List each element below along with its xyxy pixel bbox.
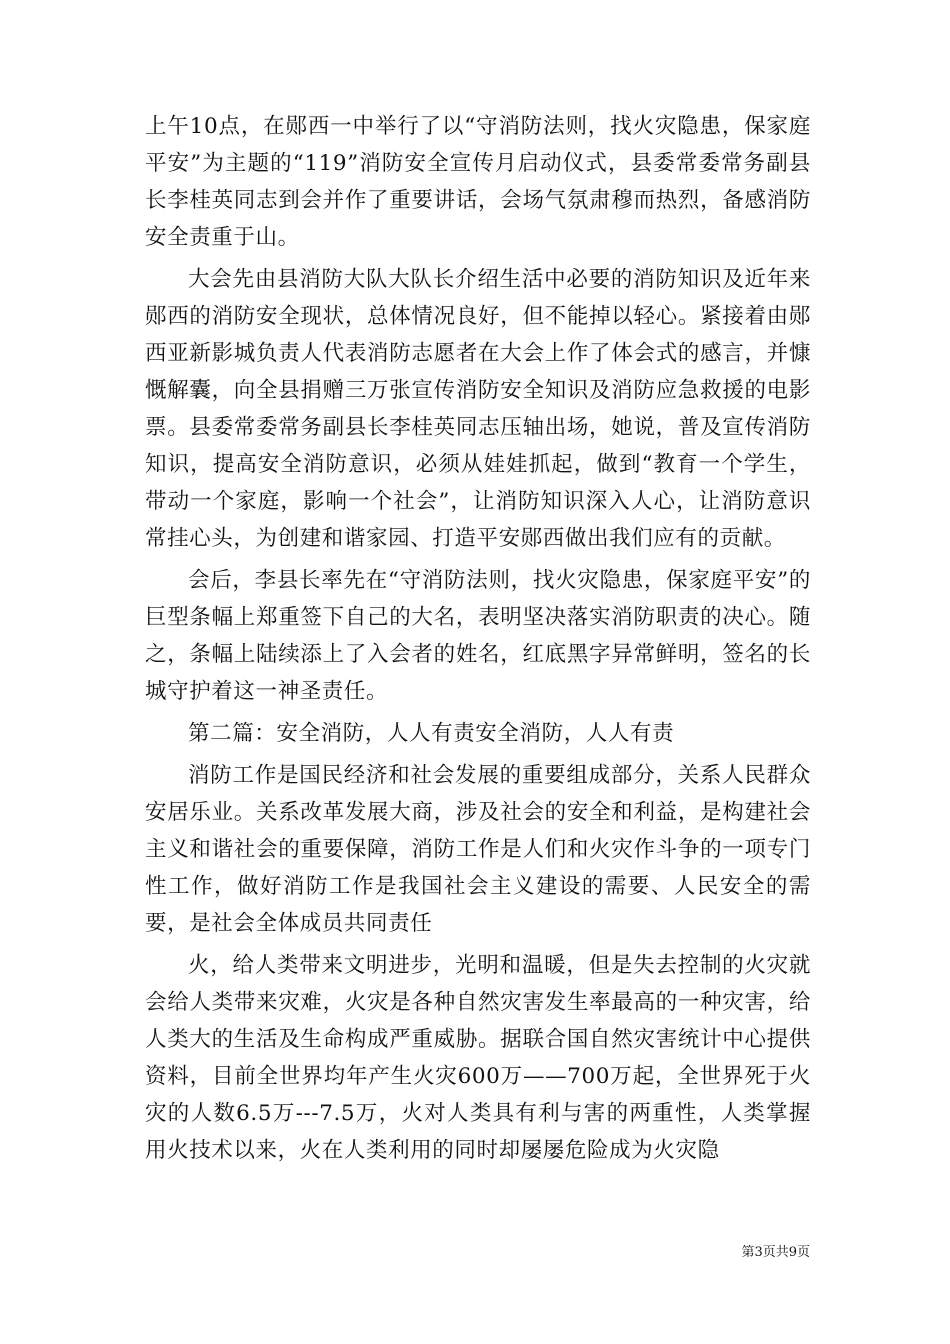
section-heading-part-two: 第二篇：安全消防，人人有责安全消防，人人有责: [188, 721, 675, 746]
paragraph-fire-work-importance: 消防工作是国民经济和社会发展的重要组成部分，关系人民群众安居乐业。关系改革发展大商，涉及社会的安全和利益，是构建社会主义和谐社会的重要保障，消防工作是人们和火灾作斗争的一项专门性工作，做好消防工作是我国社会主义建设的需要、人民安全的需要，是社会全体成员共同责任: [145, 763, 811, 936]
paragraph-intro-continued: 上午10点，在郧西一中举行了以“守消防法则，找火灾隐患，保家庭平安”为主题的“119”消防安全宣传月启动仪式，县委常委常务副县长李桂英同志到会并作了重要讲话，会场气氛肃穆而热烈，备感消防安全责重于山。: [145, 114, 811, 250]
page-number-footer: 第3页共9页: [741, 1245, 810, 1260]
document-body: [145, 108, 811, 1169]
paragraph-meeting-proceedings: 大会先由县消防大队大队长介绍生活中必要的消防知识及近年来郧西的消防安全现状，总体情况良好，但不能掉以轻心。紧接着由郧西亚新影城负责人代表消防志愿者在大会上作了体会式的感言，并慷慨解囊，向全县捐赠三万张宣传消防安全知识及消防应急救援的电影票。县委常委常务副县长李桂英同志压轴出场，她说，普及宣传消防知识，提高安全消防意识，必须从娃娃抓起，做到“教育一个学生，带动一个家庭，影响一个社会”，让消防知识深入人心，让消防意识常挂心头，为创建和谐家园、打造平安郧西做出我们应有的贡献。: [145, 267, 811, 551]
paragraph-after-meeting: 会后，李县长率先在“守消防法则，找火灾隐患，保家庭平安”的巨型条幅上郑重签下自己的大名，表明坚决落实消防职责的决心。随之，条幅上陆续添上了入会者的姓名，红底黑字异常鲜明，签名的长城守护着这一神圣责任。: [145, 568, 811, 704]
paragraph-fire-statistics: 火，给人类带来文明进步，光明和温暖，但是失去控制的火灾就会给人类带来灾难，火灾是各种自然灾害发生率最高的一种灾害，给人类大的生活及生命构成严重威胁。据联合国自然灾害统计中心提供资料，目前全世界均年产生火灾600万——700万起，全世界死于火灾的人数6.5万---7.5万，火对人类具有利与害的两重性，人类掌握用火技术以来，火在人类利用的同时却屡屡危险成为火灾隐: [145, 953, 811, 1163]
